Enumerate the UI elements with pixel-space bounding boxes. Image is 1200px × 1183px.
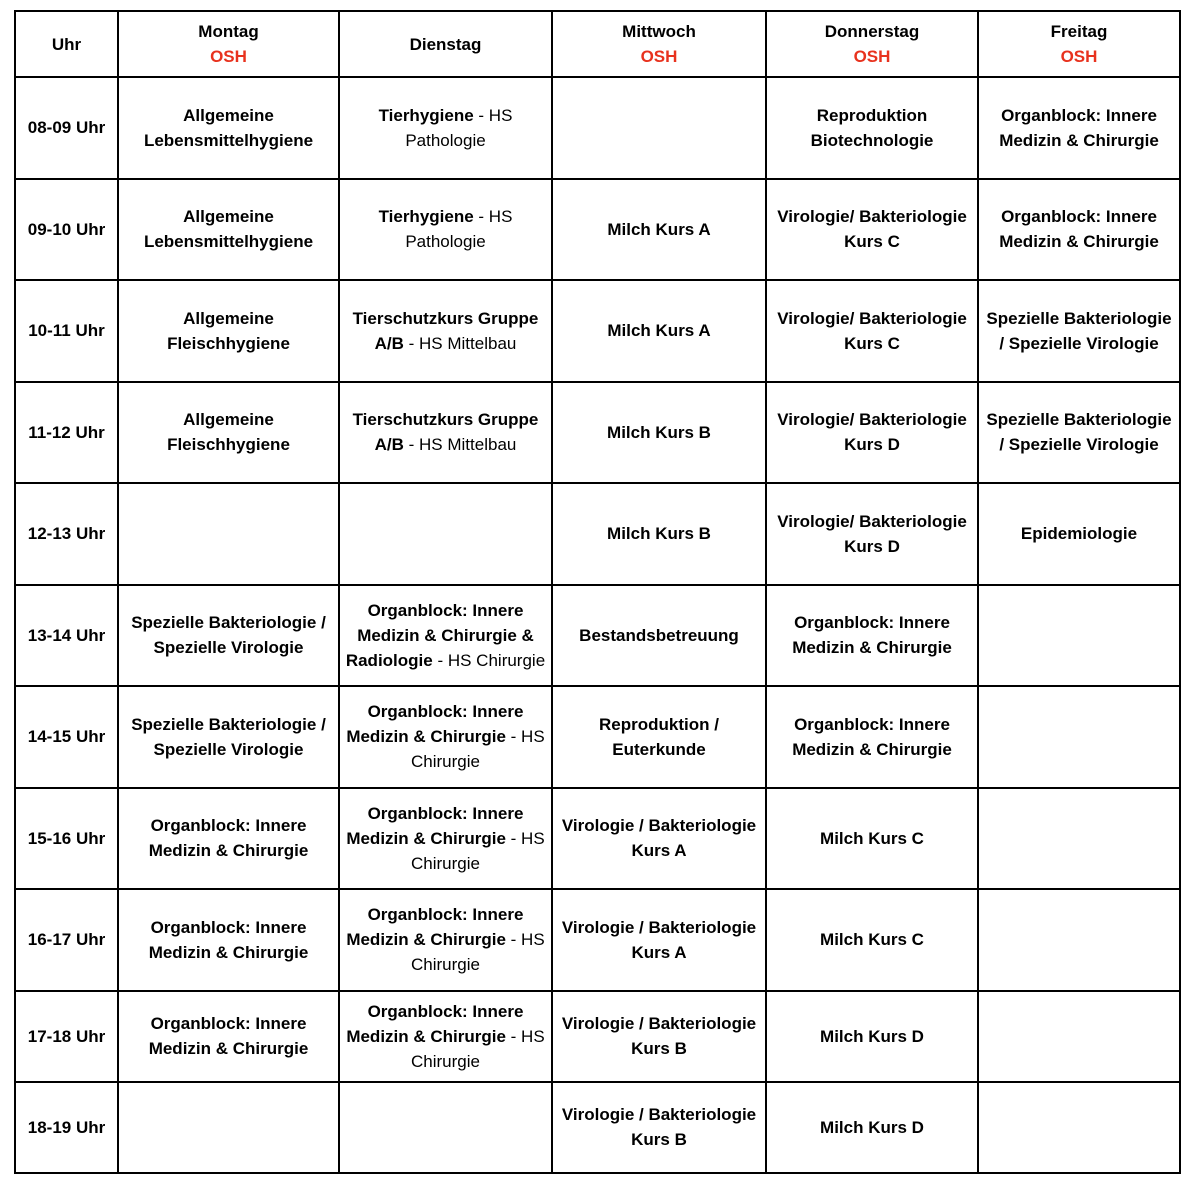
header-row <box>15 11 1180 77</box>
course-location: - HS Chirurgie <box>411 1026 545 1071</box>
schedule-cell <box>978 179 1180 281</box>
course-title: Allgemeine Fleischhygiene <box>167 308 290 353</box>
course-title: Virologie/ Bakteriologie Kurs C <box>777 308 967 353</box>
schedule-cell <box>118 382 339 484</box>
schedule-row <box>15 179 1180 281</box>
schedule-cell <box>552 483 766 585</box>
schedule-row <box>15 280 1180 382</box>
course-title: Tierschutzkurs Gruppe A/B <box>352 308 539 353</box>
course-title: Organblock: Innere Medizin & Chirurgie <box>346 1001 524 1046</box>
course-location: - HS Pathologie <box>405 105 513 150</box>
course-title: Organblock: Innere Medizin & Chirurgie <box>999 105 1159 150</box>
course-title: Organblock: Innere Medizin & Chirurgie <box>999 207 1159 252</box>
schedule-cell <box>118 483 339 585</box>
schedule-cell <box>118 686 339 788</box>
course-title: Allgemeine Lebensmittelhygiene <box>143 207 314 252</box>
course-title: Milch Kurs B <box>607 524 711 544</box>
schedule-cell <box>978 686 1180 788</box>
day-header-tuesday: Dienstag <box>339 11 552 77</box>
schedule-cell <box>766 280 978 382</box>
schedule-body <box>15 77 1180 1173</box>
schedule-row <box>15 1082 1180 1173</box>
course-title: Tierhygiene <box>378 105 474 125</box>
time-slot-label: 13-14 Uhr <box>15 585 118 687</box>
schedule-cell <box>118 889 339 991</box>
schedule-cell <box>552 1082 766 1173</box>
course-title: Tierschutzkurs Gruppe A/B <box>352 410 539 455</box>
course-title: Virologie/ Bakteriologie Kurs D <box>777 410 967 455</box>
course-location: - HS Mittelbau <box>403 333 517 353</box>
course-title: Tierhygiene <box>378 207 474 227</box>
schedule-cell <box>766 991 978 1082</box>
schedule-cell <box>552 686 766 788</box>
time-column-header: Uhr <box>15 11 118 77</box>
course-title: Virologie/ Bakteriologie Kurs C <box>777 207 967 252</box>
schedule-cell <box>766 77 978 179</box>
schedule-cell <box>766 1082 978 1173</box>
schedule-row <box>15 889 1180 991</box>
course-title: Milch Kurs A <box>607 321 711 341</box>
schedule-cell <box>339 991 552 1082</box>
course-title: Organblock: Innere Medizin & Chirurgie <box>148 1014 309 1058</box>
course-title: Virologie / Bakteriologie Kurs A <box>561 917 757 962</box>
schedule-cell <box>118 788 339 890</box>
course-location: - HS Chirurgie <box>432 650 546 670</box>
osh-tag: OSH <box>853 47 891 66</box>
time-slot-label: 09-10 Uhr <box>15 179 118 281</box>
course-title: Allgemeine Fleischhygiene <box>167 410 290 455</box>
course-title: Organblock: Innere Medizin & Chirurgie <box>346 803 524 848</box>
course-title: Milch Kurs D <box>820 1117 924 1137</box>
schedule-cell <box>118 585 339 687</box>
course-title: Organblock: Innere Medizin & Chirurgie <box>148 917 309 962</box>
course-title: Spezielle Bakteriologie / Spezielle Virologie <box>131 613 326 658</box>
schedule-cell <box>339 179 552 281</box>
schedule-cell <box>766 686 978 788</box>
course-title: Milch Kurs C <box>820 930 924 950</box>
course-title: Milch Kurs D <box>820 1026 924 1046</box>
osh-tag: OSH <box>640 47 678 66</box>
time-slot-label: 16-17 Uhr <box>15 889 118 991</box>
course-location: - HS Pathologie <box>405 207 513 252</box>
course-title: Organblock: Innere Medizin & Chirurgie <box>346 905 524 950</box>
course-location: - HS Chirurgie <box>411 727 545 772</box>
schedule-row <box>15 788 1180 890</box>
schedule-row <box>15 991 1180 1082</box>
schedule-cell <box>339 788 552 890</box>
schedule-cell <box>766 788 978 890</box>
course-title: Organblock: Innere Medizin & Chirurgie <box>346 702 524 747</box>
osh-tag: OSH <box>210 47 247 66</box>
schedule-cell <box>552 77 766 179</box>
course-title: Virologie / Bakteriologie Kurs A <box>561 816 757 861</box>
course-title: Spezielle Bakteriologie / Spezielle Virologie <box>986 308 1172 353</box>
course-location: - HS Chirurgie <box>411 930 545 975</box>
osh-tag: OSH <box>1060 47 1098 66</box>
schedule-cell <box>118 991 339 1082</box>
course-title: Organblock: Innere Medizin & Chirurgie & Radiologie <box>345 600 534 670</box>
schedule-row <box>15 585 1180 687</box>
day-header-thursday: Donnerstag OSH <box>766 11 978 77</box>
time-slot-label: 14-15 Uhr <box>15 686 118 788</box>
course-title: Milch Kurs A <box>607 219 711 239</box>
course-title: Allgemeine Lebensmittelhygiene <box>143 105 314 150</box>
course-title: Milch Kurs B <box>607 422 711 442</box>
course-title: Virologie/ Bakteriologie Kurs D <box>777 511 967 556</box>
schedule-cell <box>552 788 766 890</box>
schedule-cell <box>339 1082 552 1173</box>
course-title: Virologie / Bakteriologie Kurs B <box>561 1014 757 1058</box>
schedule-cell <box>118 280 339 382</box>
schedule-cell <box>552 382 766 484</box>
schedule-cell <box>552 179 766 281</box>
time-slot-label: 08-09 Uhr <box>15 77 118 179</box>
day-header-monday: Montag OSH <box>118 11 339 77</box>
schedule-row <box>15 77 1180 179</box>
day-header-friday: Freitag OSH <box>978 11 1180 77</box>
schedule-cell <box>552 889 766 991</box>
time-slot-label: 15-16 Uhr <box>15 788 118 890</box>
schedule-cell <box>118 179 339 281</box>
schedule-row <box>15 483 1180 585</box>
schedule-cell <box>766 889 978 991</box>
course-title: Reproduktion / Euterkunde <box>599 714 719 759</box>
time-slot-label: 17-18 Uhr <box>15 991 118 1082</box>
schedule-cell <box>339 585 552 687</box>
course-title: Organblock: Innere Medizin & Chirurgie <box>792 613 952 658</box>
schedule-cell <box>978 483 1180 585</box>
course-title: Spezielle Bakteriologie / Spezielle Virologie <box>986 410 1172 455</box>
course-title: Organblock: Innere Medizin & Chirurgie <box>792 714 952 759</box>
time-slot-label: 11-12 Uhr <box>15 382 118 484</box>
schedule-cell <box>339 280 552 382</box>
schedule-table <box>14 10 1181 1174</box>
course-location: - HS Mittelbau <box>403 435 517 455</box>
schedule-cell <box>118 1082 339 1173</box>
schedule-cell <box>978 788 1180 890</box>
time-slot-label: 12-13 Uhr <box>15 483 118 585</box>
course-title: Epidemiologie <box>1020 524 1138 544</box>
time-slot-label: 10-11 Uhr <box>15 280 118 382</box>
course-title: Bestandsbetreuung <box>579 625 739 645</box>
course-title: Milch Kurs C <box>820 828 924 848</box>
course-location: - HS Chirurgie <box>411 828 545 873</box>
schedule-cell <box>339 686 552 788</box>
schedule-cell <box>552 280 766 382</box>
schedule-cell <box>339 382 552 484</box>
schedule-cell <box>978 991 1180 1082</box>
schedule-cell <box>978 382 1180 484</box>
schedule-cell <box>766 382 978 484</box>
schedule-cell <box>766 585 978 687</box>
schedule-cell <box>339 483 552 585</box>
course-title: Virologie / Bakteriologie Kurs B <box>561 1105 757 1149</box>
schedule-cell <box>978 889 1180 991</box>
schedule-cell <box>978 1082 1180 1173</box>
schedule-cell <box>118 77 339 179</box>
time-slot-label: 18-19 Uhr <box>15 1082 118 1173</box>
schedule-cell <box>339 77 552 179</box>
schedule-cell <box>978 77 1180 179</box>
schedule-cell <box>978 280 1180 382</box>
schedule-cell <box>766 483 978 585</box>
course-title: Spezielle Bakteriologie / Spezielle Virologie <box>131 714 326 759</box>
schedule-cell <box>766 179 978 281</box>
schedule-cell <box>552 991 766 1082</box>
schedule-row <box>15 382 1180 484</box>
course-title: Organblock: Innere Medizin & Chirurgie <box>148 816 309 861</box>
schedule-cell <box>339 889 552 991</box>
schedule-row <box>15 686 1180 788</box>
day-header-wednesday: Mittwoch OSH <box>552 11 766 77</box>
schedule-cell <box>552 585 766 687</box>
schedule-cell <box>978 585 1180 687</box>
course-title: Reproduktion Biotechnologie <box>810 105 934 150</box>
